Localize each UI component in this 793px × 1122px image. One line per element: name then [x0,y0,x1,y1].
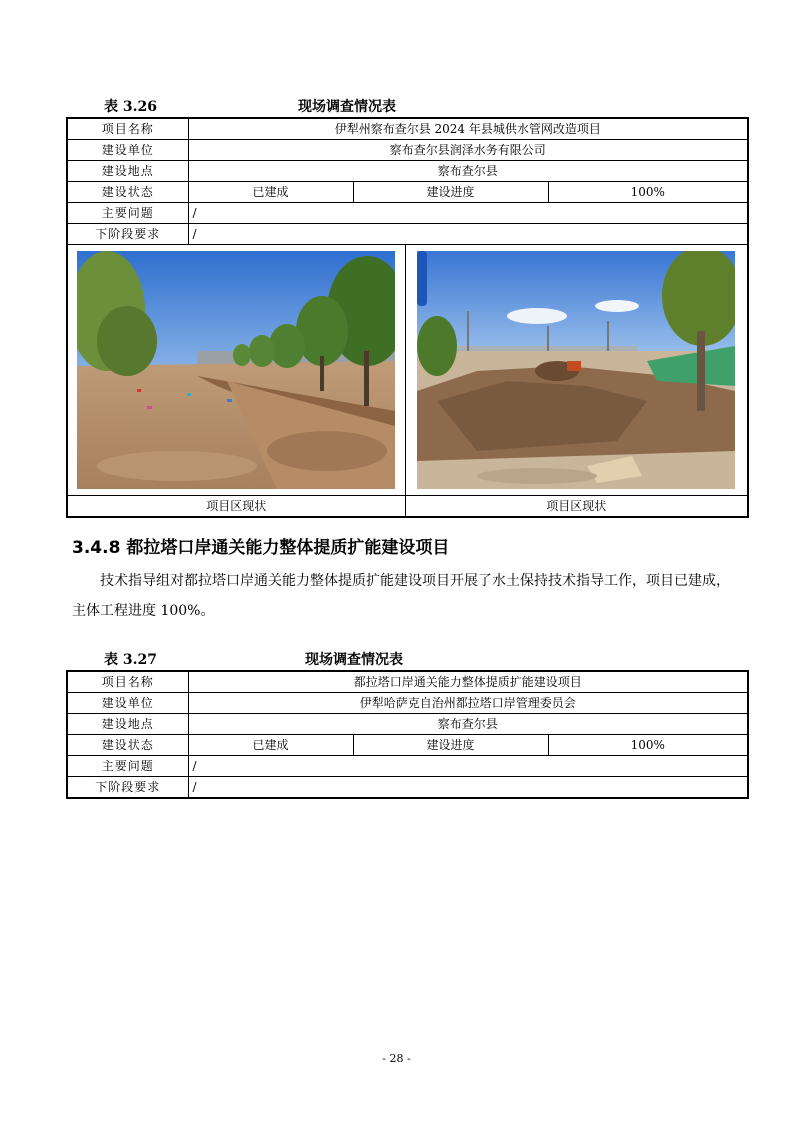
table-row [67,735,748,756]
survey-table-3-26 [66,117,749,518]
table-row [67,496,748,518]
status-label: 建设状态 [67,735,188,756]
table2-caption [0,649,793,667]
photo1-caption: 项目区现状 [67,496,405,518]
progress-value: 100% [548,735,748,756]
table2-number: 表 3.27 [104,652,157,668]
photo-cell-left [67,245,405,496]
issues-value: / [188,203,748,224]
page-number: - 28 - [382,1052,411,1065]
next-stage-label: 下阶段要求 [67,224,188,245]
site-photo-excavation [417,251,735,489]
unit-label: 建设单位 [67,140,188,161]
table-row [67,671,748,693]
progress-value: 100% [548,182,748,203]
table-row [67,693,748,714]
location-value: 察布查尔县 [188,161,748,182]
next-stage-label: 下阶段要求 [67,777,188,799]
unit-value: 伊犁哈萨克自治州都拉塔口岸管理委员会 [188,693,748,714]
project-name-value: 伊犁州察布查尔县 2024 年县城供水管网改造项目 [188,118,748,140]
project-name-value: 都拉塔口岸通关能力整体提质扩能建设项目 [188,671,748,693]
location-label: 建设地点 [67,161,188,182]
table-row [67,161,748,182]
issues-value: / [188,756,748,777]
location-label: 建设地点 [67,714,188,735]
excavation-photo-image [417,251,735,489]
status-label: 建设状态 [67,182,188,203]
photo2-caption: 项目区现状 [405,496,748,518]
table-row [67,203,748,224]
table-row [67,756,748,777]
next-stage-value: / [188,777,748,799]
photo-cell-right [405,245,748,496]
table-row [67,118,748,140]
issues-label: 主要问题 [67,203,188,224]
trench-photo-image [77,251,395,489]
progress-label: 建设进度 [353,735,548,756]
photo-row [67,245,748,496]
next-stage-value: / [188,224,748,245]
site-photo-trench [77,251,395,489]
project-name-label: 项目名称 [67,118,188,140]
table1-number: 表 3.26 [104,99,157,115]
table-row [67,224,748,245]
table-row [67,714,748,735]
project-name-label: 项目名称 [67,671,188,693]
status-value: 已建成 [188,182,353,203]
issues-label: 主要问题 [67,756,188,777]
table2-title: 现场调查情况表 [305,652,403,668]
table1-title: 现场调查情况表 [298,99,396,115]
table-row [67,140,748,161]
survey-table-3-27 [66,670,749,799]
table-row [67,182,748,203]
unit-value: 察布查尔县润泽水务有限公司 [188,140,748,161]
location-value: 察布查尔县 [188,714,748,735]
table-row [67,777,748,799]
progress-label: 建设进度 [353,182,548,203]
section-paragraph: 技术指导组对都拉塔口岸通关能力整体提质扩能建设项目开展了水土保持技术指导工作，项目已建成，主体工程进度 100%。 [72,573,730,619]
table1-caption [0,96,793,114]
unit-label: 建设单位 [67,693,188,714]
status-value: 已建成 [188,735,353,756]
section-heading: 3.4.8 都拉塔口岸通关能力整体提质扩能建设项目 [72,538,450,558]
